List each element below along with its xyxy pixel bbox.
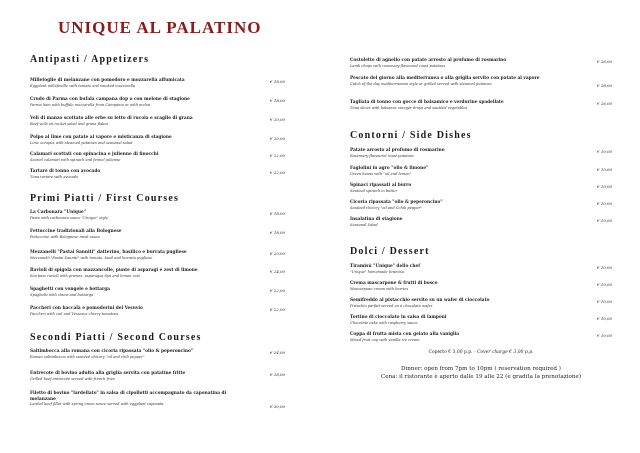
- item-name: Pescato del giorno alla mediterranea o alla griglia servito con patate al vapore: [350, 76, 540, 81]
- item-desc: Green beans with "oil and lemon": [350, 171, 412, 176]
- item-price: € 20,00: [270, 117, 285, 122]
- menu-item: [30, 135, 285, 146]
- item-desc: Paccheri with cod and Vesuvius cherry tomatoes: [30, 311, 119, 316]
- item-desc: Chocolate cake with raspberry sauce: [350, 320, 418, 325]
- item-desc: Pistachio parfait served on a chocolate wafer: [350, 303, 433, 308]
- item-desc: Sautéed chicory "oil and Cchili pepper": [350, 205, 422, 210]
- item-desc: Mascarpone cream with berries: [350, 286, 409, 291]
- item-desc: Tuna slices with balsamic vinegar drops and sautéed vegetables: [350, 105, 468, 110]
- menu-item: [350, 148, 612, 159]
- menu-item: [350, 76, 612, 87]
- menu-item: [350, 332, 612, 343]
- item-desc: Eggplant millefeuille with tomato and smoked mozzarella: [30, 83, 136, 88]
- item-price: € 18,00: [270, 211, 285, 216]
- item-name: Fagiolini in agro "olio & limone": [350, 166, 429, 171]
- menu-item: [350, 298, 612, 309]
- item-name: Fettuccine tradizionali alla Bolognese: [30, 229, 122, 234]
- item-price: € 10,00: [597, 167, 612, 172]
- menu-item: [30, 268, 285, 279]
- item-price: € 22,00: [270, 153, 285, 158]
- menu-item: [30, 391, 285, 407]
- item-desc: Seasonal Salad: [350, 222, 378, 227]
- item-name: Filetto di bovino "lardellato" in salsa di cipollotti accompagnato da caponatina di melanzane: [30, 391, 227, 402]
- item-price: € 10,00: [597, 149, 612, 154]
- item-price: € 10,00: [597, 265, 612, 270]
- item-desc: "Unique" homemade tiramisu: [350, 269, 404, 274]
- item-price: € 20,00: [270, 136, 285, 141]
- section-title-antipasti: Antipasti / Appetizers: [30, 54, 150, 65]
- menu-item: [350, 315, 612, 326]
- section-title-dolci: Dolci / Dessert: [350, 246, 430, 257]
- item-desc: Tuna tartare with avocado: [30, 174, 79, 179]
- item-desc: Spaghetti with clams and bottarga: [30, 292, 94, 297]
- cover-text: - Cover charge € 3,00 p.p.: [474, 350, 534, 355]
- item-price: € 22,00: [270, 170, 285, 175]
- item-price: € 18,00: [270, 98, 285, 103]
- item-name: Paccheri con baccalà e pomodorini del Vesuvio: [30, 306, 143, 311]
- item-name: Coppa di frutta mista con gelato alla vaniglia: [350, 332, 460, 337]
- menu-item: [350, 217, 612, 228]
- menu-item: [30, 229, 285, 240]
- section-title-secondi: Secondi Piatti / Second Courses: [30, 332, 202, 343]
- item-name: Semifreddo al pistacchio servito su un wafer di cioccolato: [350, 298, 490, 303]
- item-desc: Catch of the day mediterranean style or grilled served with steamed potatoes: [350, 81, 492, 86]
- menu-item: [350, 200, 612, 211]
- menu-item: [30, 116, 285, 127]
- item-name: La Carbonara "Unique": [30, 210, 86, 215]
- hours-it: Cena: il ristorante è aperto dalle 19 alle 22 (è gradita la prenotazione): [380, 374, 581, 380]
- item-name: Cicoria ripassata "olio & peperoncino": [350, 200, 443, 205]
- menu-item: [30, 97, 285, 108]
- item-name: Crema mascarpone & frutti di bosco: [350, 281, 438, 286]
- menu-item: [350, 100, 612, 111]
- item-desc: Fettuccine with Bolognese meat sauce: [30, 234, 101, 239]
- item-desc: Lime octopus with steamed potatoes and seasonal salad: [30, 140, 133, 145]
- item-name: Patate arrosto al profumo di rosmarino: [350, 148, 445, 153]
- menu-item: [30, 371, 285, 382]
- item-name: Spinaci ripassati al burro: [350, 183, 412, 188]
- item-name: Tartare di tonno con avocado: [30, 169, 101, 174]
- item-name: Polpo al lime con patate al vapore e misticanza di stagione: [30, 135, 172, 140]
- item-price: € 24,00: [270, 269, 285, 274]
- item-name: Insalatina di stagione: [350, 217, 403, 222]
- item-name: Saltimbocca alla romana con cicoria ripassata "olio & peperoncino": [30, 349, 194, 354]
- item-name: Costolette di agnello con patate arrosto al profumo di rosmarino: [350, 58, 507, 63]
- item-desc: Mixed fruit cup with vanilla ice cream: [350, 337, 420, 342]
- item-desc: Lamb chops with rosemary-flavoured roast potatoes: [350, 63, 446, 68]
- item-desc: Beef veils on rocket salad and grana flakes: [30, 121, 109, 126]
- menu-item: [30, 306, 285, 317]
- item-name: Millefoglie di melanzane con pomodoro e mozzarella affumicata: [30, 78, 185, 83]
- item-price: € 28,00: [597, 83, 612, 88]
- item-name: Spaghetti con vongole e bottarga: [30, 287, 111, 292]
- menu-item: [30, 287, 285, 298]
- item-price: € 22,00: [270, 307, 285, 312]
- item-price: € 24,00: [270, 350, 285, 355]
- item-name: Ravioli di spigola con mazzancolle, punte di asparagi e zest di limone: [30, 268, 198, 273]
- item-name: Entrecote di bovino adulto alla griglia servita con patatine fritte: [30, 371, 186, 376]
- item-price: € 10,00: [597, 333, 612, 338]
- item-desc: Pasta with carbonara sauce "Unique" style: [30, 215, 108, 220]
- section-title-contorni: Contorni / Side Dishes: [350, 130, 472, 141]
- item-desc: Mezzanelli "Pastai Sanniti" with tomato, basil and burrata pugliese: [30, 255, 153, 260]
- section-title-primi: Primi Piatti / First Courses: [30, 193, 180, 204]
- item-price: € 10,00: [597, 299, 612, 304]
- item-price: € 26,00: [597, 101, 612, 106]
- item-name: Calamari scottati con spinacina e julienne di finocchi: [30, 152, 159, 157]
- item-price: € 26,00: [597, 59, 612, 64]
- item-desc: Grilled beef entrecote served with french fries: [30, 376, 115, 381]
- item-desc: Larded beef fillet with spring onion sauce served with eggplant caponata: [30, 402, 164, 406]
- hours-en: Dinner: open from 7pm to 10pm ( reservation required ): [401, 366, 561, 372]
- item-name: Tagliata di tonno con gocce di balsamico e verdurine spadellate: [350, 100, 504, 105]
- menu-item: [30, 152, 285, 163]
- item-name: Tortino di cioccolato in salsa di lamponi: [350, 315, 447, 320]
- menu-item: [30, 169, 285, 180]
- menu-item: [30, 210, 285, 221]
- item-price: € 18,00: [270, 79, 285, 84]
- menu-item: [350, 166, 612, 177]
- item-desc: Rosemary-flavoured roast potatoes: [350, 153, 414, 158]
- menu-item: [30, 349, 285, 360]
- item-name: Mezzanelli "Pastai Sanniti" datterino, basilico e burrata pugliese: [30, 250, 187, 255]
- item-name: Tiramisù "Unique" dello chef: [350, 264, 421, 269]
- item-name: Crudo di Parma con bufala campana dop o con melone di stagione: [30, 97, 190, 102]
- item-desc: Sautéed spinach in butter: [350, 188, 398, 193]
- item-name: Veli di manzo scottato alle erbe su letto di rucola e scaglie di grana: [30, 116, 193, 121]
- item-price: € 10,00: [597, 282, 612, 287]
- menu-item: [350, 264, 612, 275]
- item-price: € 20,00: [270, 251, 285, 256]
- item-desc: Sea bass ravioli with prawns, asparagus tips and lemon zest: [30, 273, 140, 278]
- menu-item: [30, 78, 285, 89]
- menu-item: [350, 58, 612, 69]
- item-price: € 10,00: [597, 316, 612, 321]
- coperto-text: Coperto € 3,00 p.p.: [428, 350, 473, 355]
- item-price: € 30,00: [270, 404, 285, 409]
- item-price: € 10,00: [597, 218, 612, 223]
- item-desc: Parma ham with buffalo mozzarella from Campania or with melon: [30, 102, 151, 107]
- item-price: € 28,00: [270, 372, 285, 377]
- item-price: € 22,00: [270, 288, 285, 293]
- cover-charge: [350, 350, 612, 355]
- restaurant-title: UNIQUE AL PALATINO: [58, 18, 262, 37]
- item-price: € 10,00: [597, 184, 612, 189]
- menu-item: [30, 250, 285, 261]
- menu-item: [350, 183, 612, 194]
- menu-item: [350, 281, 612, 292]
- item-price: € 10,00: [597, 201, 612, 206]
- item-desc: Roman saltimbocca with sautéed chicory "oil and chili pepper": [30, 354, 145, 359]
- item-price: € 18,00: [270, 230, 285, 235]
- item-desc: Seared calamari with spinach and fennel julienne: [30, 157, 121, 162]
